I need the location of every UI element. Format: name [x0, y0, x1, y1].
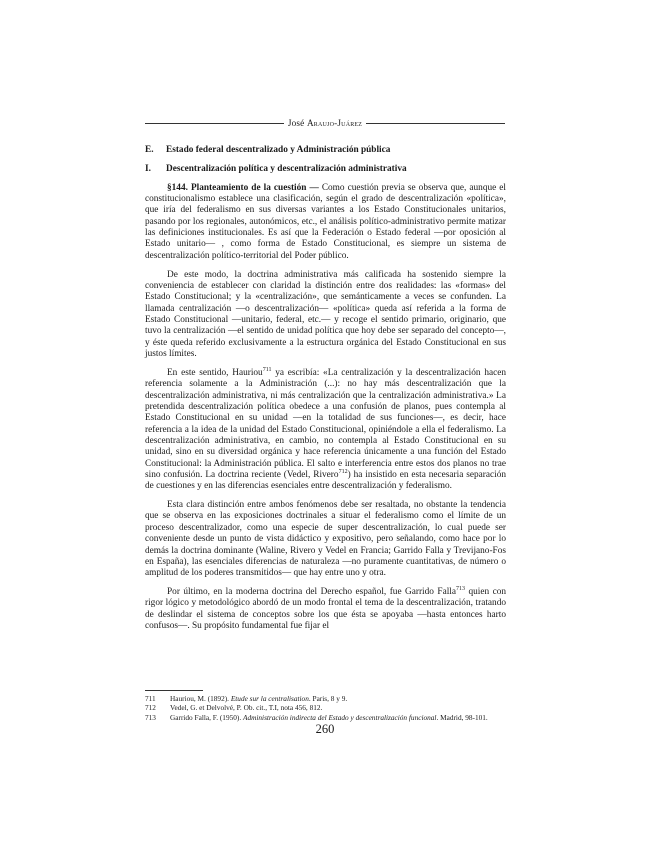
paragraph-1: §144. Planteamiento de la cuestión — Como cuestión previa se observa que, aunque el constitucionalismo establece una clasificación, según el grado de descentralización «política», que iría del federalismo en sus diversas variantes a los Estado Constitucionales unitarios, pasando por los regionales, autonómicos, etc., el análisis político-administrativo permite matizar las definiciones institucionales. Es así que la Federación o Estado federal —por oposición al Estado unitario— , como forma de Estado Constitucional, es siempre un sistema de descentralización político-territorial del Poder público.: [145, 182, 506, 261]
footnote-ref: 711: [262, 366, 272, 373]
section-heading-text: Estado federal descentralizado y Administración pública: [166, 145, 391, 155]
section-heading-number: E.: [145, 145, 154, 155]
subsection-heading-number: I.: [145, 164, 151, 175]
footnote-ref: 713: [456, 585, 465, 592]
paragraph-2: De este modo, la doctrina administrativa más calificada ha sostenido siempre la conveniencia de establecer con claridad la distinción entre dos realidades: las «formas» del Estado Constitucional; y la «centralización», que semánticamente a veces se confunden. La llamada centralización —o descentralización— «política» queda así referida a la forma de Estado Constitucional —unitario, federal, etc.— y recoge el sentido primario, originario, que tuvo la centralización —el sentido de unidad política que hoy debe ser separado del concepto—, y éste queda referido exclusivamente a la estructura orgánica del Estado Constitucional en sus justos límites.: [145, 269, 506, 359]
header-author: José Araujo-Juárez: [287, 118, 363, 128]
paragraph-4: Esta clara distinción entre ambos fenómenos debe ser resaltada, no obstante la tendencia que se observa en las exposiciones doctrinales a situar el federalismo como el límite de un proceso descentralizador, como una especie de super descentralización, lo cual puede ser conveniente desde un punto de vista didáctico y expositivo, pero señalando, como hace por lo demás la doctrina dominante (Waline, Rivero y Vedel en Francia; Garrido Falla y Trevijano-Fos en España), las esenciales diferencias de naturaleza —no puramente cuantitativas, de número o amplitud de los poderes transmitidos— que hay entre uno y otra.: [145, 500, 506, 579]
section-heading: [145, 145, 506, 156]
subsection-heading-text: Descentralización política y descentralización administrativa: [166, 164, 407, 175]
paragraph-3: En este sentido, Hauriou$^{711}$ ya escribía: «La centralización y la descentralización hacen referencia solamente a la Administración (...): no hay más descentralización que la descentralización administrativa, ni más centralización que la centralización administrativa.» La pretendida descentralización política obedece a una confusión de planos, pues contempla al Estado Constitucional en su unidad —en la totalidad de sus funciones—, es decir, hace referencia a la idea de la unidad del Estado Constitucional, opiniéndole a ella el federalismo. La descentralización administrativa, en cambio, no contempla al Estado Constitucional en su unidad, sino en su diversidad orgánica y hace referencia únicamente a una función del Estado Constitucional: la Administración pública. El salto e interferencia entre estos dos planos no trae sino confusión. La doctrina reciente (Vedel, Rivero$^{712}$) ha insistido en esta necesaria separación de cuestiones y en las diferencias esenciales entre descentralización y federalismo.: [145, 366, 506, 492]
footnote-separator: [145, 690, 203, 691]
page-number: 260: [315, 722, 335, 736]
footnote: 711 Hauriou, M. (1892). Etude sur la centralisation. Paris, 8 y 9.: [145, 694, 348, 703]
footnotes: [145, 694, 525, 722]
body-text: [145, 145, 506, 640]
footnote: 712 Vedel, G. et Delvolvé, P. Ob. cit., T.I, nota 456, 812.: [145, 703, 323, 713]
running-header: [145, 118, 505, 128]
footnote-ref: 712: [338, 468, 348, 475]
footnote: 713 Garrido Falla, F. (1950). Administración indirecta del Estado y descentralización funcional. Madrid, 98-101.: [145, 712, 488, 722]
header-rule-left: [145, 123, 284, 124]
subsection-heading: [145, 164, 506, 175]
paragraph-lead: §144. Planteamiento de la cuestión —: [167, 182, 319, 193]
paragraph-5: Por último, en la moderna doctrina del Derecho español, fue Garrido Falla$^{713}$ quien con rigor lógico y metodológico abordó de un modo frontal el tema de la descentralización, tratando de deslindar el sistema de conceptos sobre los que ésta se apoyaba —hasta entonces harto confusos—. Su propósito fundamental fue fijar el: [145, 585, 506, 632]
header-rule-right: [366, 123, 505, 124]
